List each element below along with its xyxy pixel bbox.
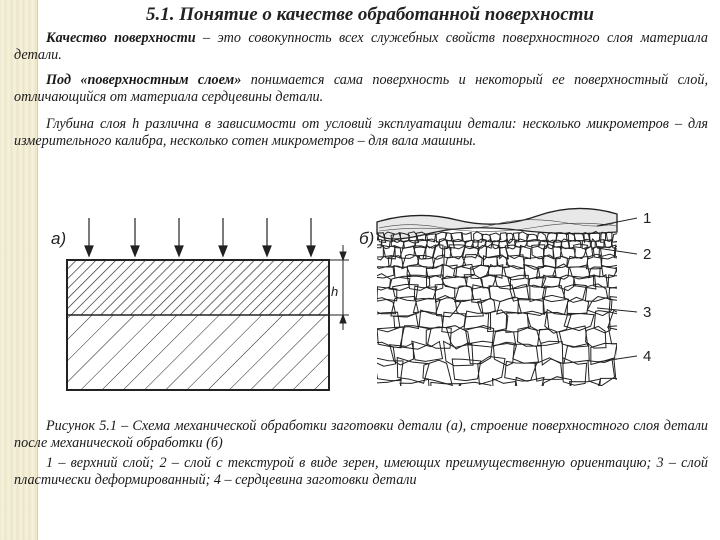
lead-word: Под bbox=[46, 72, 81, 88]
grain bbox=[452, 359, 481, 381]
grain bbox=[587, 297, 612, 316]
grain bbox=[601, 254, 619, 266]
grain bbox=[617, 342, 641, 364]
grain bbox=[493, 379, 519, 400]
layer-number-2: 2 bbox=[643, 246, 652, 263]
workpiece-section bbox=[67, 260, 329, 390]
grain bbox=[599, 378, 631, 400]
paragraph-depth bbox=[14, 116, 708, 149]
legend-text: 1 – верхний слой; 2 – слой с текстурой в виде зерен, имеющих преимущественную ориентацию; 3 – слой пластически деформированный; 4 – сердцевина заготовки детали bbox=[14, 455, 708, 488]
grain-structure bbox=[370, 208, 642, 400]
paragraph-definition bbox=[14, 30, 708, 63]
term-surface-quality: Качество поверхности bbox=[46, 30, 196, 46]
figure-caption bbox=[14, 418, 708, 488]
layer-number-1: 1 bbox=[643, 210, 652, 227]
grain bbox=[374, 379, 401, 400]
grain bbox=[539, 377, 571, 400]
grain bbox=[442, 312, 466, 333]
page-title: 5.1. Понятие о качестве обработанной поверхности bbox=[146, 4, 594, 25]
grain bbox=[431, 382, 461, 400]
grain bbox=[614, 359, 641, 386]
grain bbox=[442, 277, 468, 288]
figure-5-1 bbox=[47, 190, 667, 400]
grain bbox=[612, 240, 625, 249]
grain bbox=[588, 360, 615, 386]
grain bbox=[609, 287, 632, 301]
grain bbox=[471, 265, 489, 278]
grain bbox=[612, 233, 622, 242]
caption-text: Рисунок 5.1 – Схема механической обработки заготовки детали (а), строение поверхностного слоя детали после механической обработки (б) bbox=[14, 418, 708, 451]
grain bbox=[507, 233, 513, 243]
term-surface-layer: «поверхностным слоем» bbox=[80, 72, 242, 88]
definition-text: – это совокупность всех служебных свойств поверхностного слоя материала детали. bbox=[14, 30, 708, 63]
grain bbox=[373, 267, 394, 278]
layer-number-4: 4 bbox=[643, 348, 652, 365]
grain bbox=[513, 344, 539, 363]
layer-number-3: 3 bbox=[643, 304, 652, 321]
paragraph-surface-layer bbox=[14, 72, 708, 105]
label-a: а) bbox=[51, 229, 67, 248]
grain bbox=[570, 379, 601, 400]
label-b: б) bbox=[359, 229, 375, 248]
grain bbox=[478, 357, 505, 385]
grain bbox=[561, 239, 569, 249]
grain bbox=[400, 379, 430, 400]
grain bbox=[608, 310, 636, 330]
load-arrows bbox=[85, 218, 315, 256]
dimension-h-label: h bbox=[331, 284, 339, 299]
grain bbox=[423, 360, 452, 385]
surface-layer-text: понимается сама поверхность и некоторый ее поверхностный слой, отличающийся от материала сердцевины детали. bbox=[14, 72, 708, 105]
grain bbox=[616, 266, 636, 276]
depth-text: Глубина слоя h различна в зависимости от условий эксплуатации детали: несколько микрометров – для измерительного калибра, несколько сотен микрометров – для вала машины. bbox=[14, 116, 708, 149]
grain bbox=[370, 312, 400, 332]
